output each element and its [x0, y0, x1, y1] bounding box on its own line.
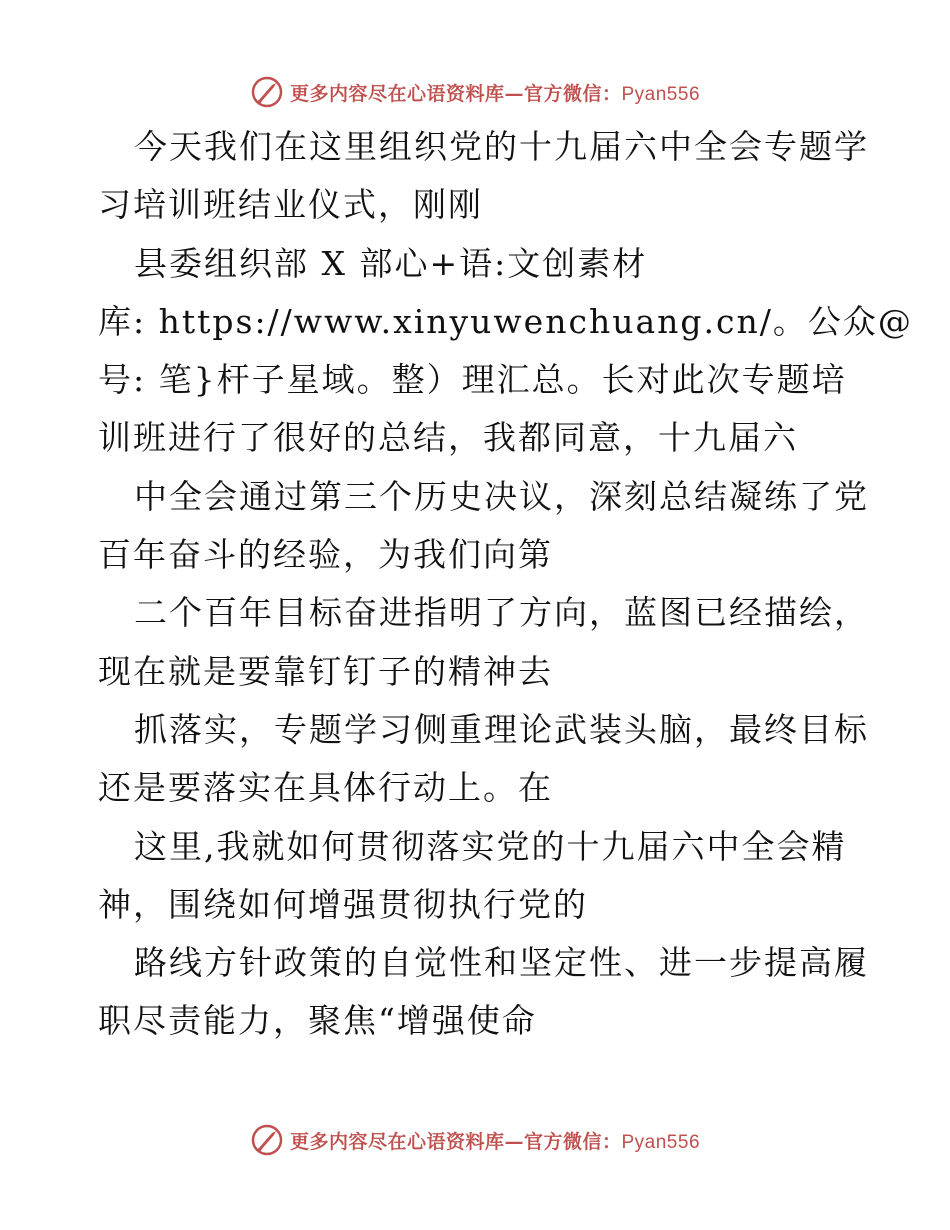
text-line: 神，围绕如何增强贯彻执行党的: [98, 884, 588, 924]
quill-pen-logo-icon: [250, 75, 284, 109]
text-line: 路线方针政策的自觉性和坚定性、进一步提高履: [134, 943, 869, 983]
text-line: 训班进行了很好的总结，我都同意，十九届六: [98, 418, 798, 458]
text-line: 习培训班结业仪式，刚刚: [98, 185, 483, 225]
text-line: 还是要落实在具体行动上。在: [98, 768, 553, 808]
document-body: [98, 118, 913, 1051]
text-line: 现在就是要靠钉钉子的精神去: [98, 651, 553, 691]
footer-banner: [0, 1120, 950, 1160]
banner-wechat-id: Pyan556: [621, 1131, 701, 1153]
text-line: 县委组织部 X 部心+语:文创素材: [134, 243, 648, 283]
text-line: 百年奋斗的经验，为我们向第: [98, 535, 553, 575]
header-banner: [0, 72, 950, 112]
banner-wechat-id: Pyan556: [621, 83, 701, 105]
text-line: 职尽责能力，聚焦“增强使命: [98, 1001, 537, 1041]
quill-pen-logo-icon: [250, 1123, 284, 1157]
text-line: 中全会通过第三个历史决议，深刻总结凝练了党: [134, 476, 869, 516]
banner-text: 更多内容尽在心语资料库—官方微信：Pyan556: [289, 82, 701, 105]
text-line: 今天我们在这里组织党的十九届六中全会专题学: [134, 127, 869, 166]
text-line: 二个百年目标奋进指明了方向，蓝图已经描绘，: [134, 593, 869, 633]
text-line: 这里,我就如何贯彻落实党的十九届六中全会精: [134, 826, 847, 866]
banner-text: 更多内容尽在心语资料库—官方微信：Pyan556: [289, 1130, 701, 1153]
text-line: 抓落实，专题学习侧重理论武装头脑，最终目标: [134, 709, 869, 749]
text-line: 库: https://www.xinyuwenchuang.cn/。公众@: [98, 301, 913, 341]
text-line: 号: 笔}杆子星域。整）理汇总。长对此次专题培: [98, 360, 847, 400]
